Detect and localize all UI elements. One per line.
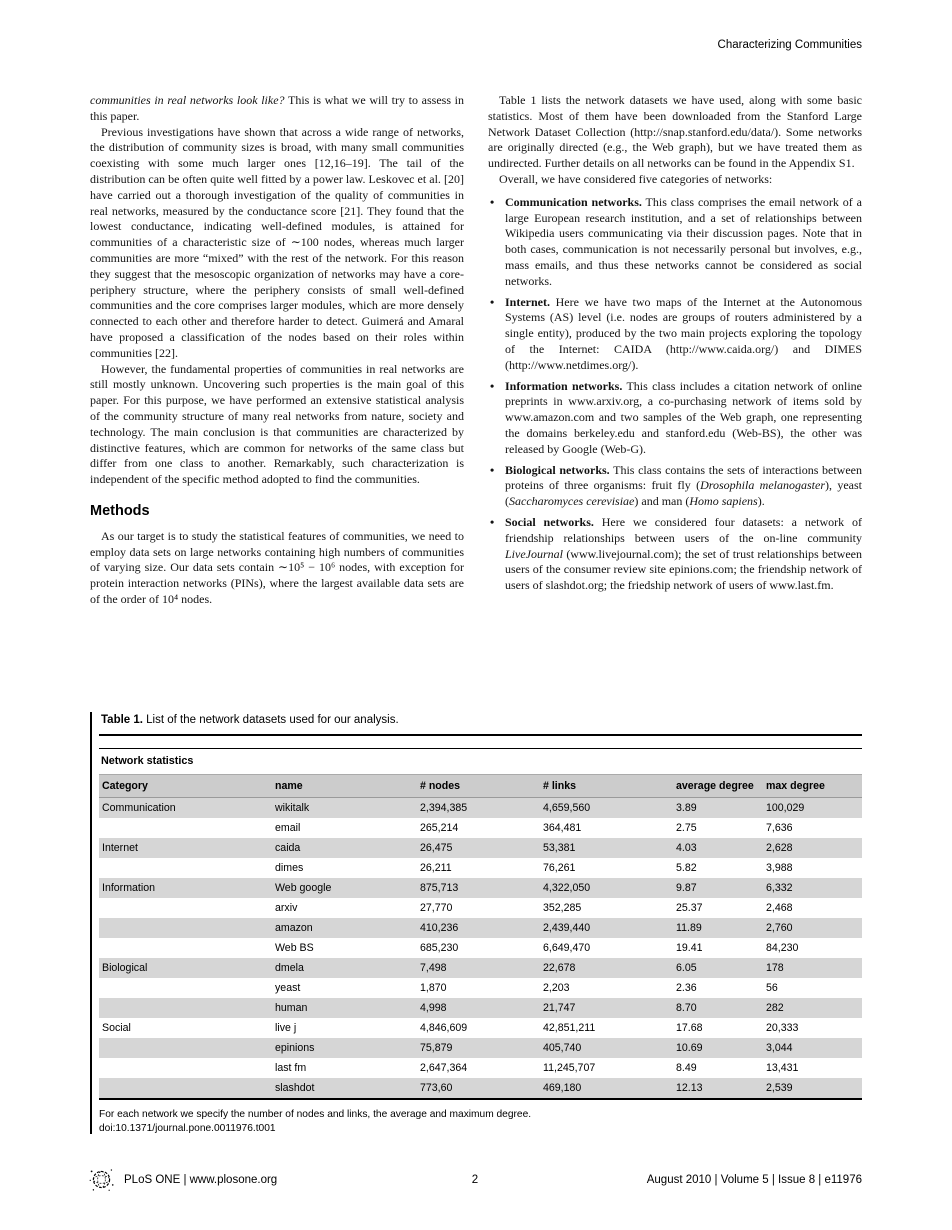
cell-average-degree: 4.03 (676, 842, 697, 854)
cell-nodes: 26,211 (420, 862, 452, 874)
cell-links: 11,245,707 (543, 1062, 596, 1074)
cell-average-degree: 17.68 (676, 1022, 703, 1034)
table-bottom-rule (99, 1098, 862, 1100)
cell-name: yeast (275, 982, 301, 994)
cell-name: wikitalk (275, 802, 310, 814)
cell-name: last fm (275, 1062, 307, 1074)
table-row (99, 1018, 862, 1038)
table-row (99, 838, 862, 858)
table-body (99, 798, 862, 1098)
paragraph: As our target is to study the statistical features of communities, we need to employ data sets on large networks containing high numbers of communities of varying size. Our data sets contain ∼10⁵ − 10⁶ nodes, with exception for protein interaction networks (PINs), where the largest available data sets are of the order of 10⁴ nodes. (90, 528, 464, 606)
cell-average-degree: 6.05 (676, 962, 697, 974)
table-header-cell: max degree (766, 780, 825, 792)
cell-max-degree: 13,431 (766, 1062, 799, 1074)
table-row (99, 818, 862, 838)
table-row (99, 998, 862, 1018)
cell-name: dimes (275, 862, 304, 874)
cell-average-degree: 2.36 (676, 982, 697, 994)
running-head: Characterizing Communities (717, 39, 862, 51)
left-column (90, 93, 464, 608)
cell-name: email (275, 822, 301, 834)
cell-average-degree: 25.37 (676, 902, 703, 914)
cell-nodes: 685,230 (420, 942, 459, 954)
paragraph: communities in real networks look like? This is what we will try to assess in this paper. (90, 93, 465, 123)
cell-nodes: 75,879 (420, 1042, 453, 1054)
cell-category (99, 1084, 272, 1092)
cell-nodes: 26,475 (420, 842, 453, 854)
cell-links: 364,481 (543, 822, 582, 834)
cell-max-degree: 6,332 (766, 882, 793, 894)
cell-links: 76,261 (543, 862, 576, 874)
cell-category (99, 904, 272, 912)
cell-average-degree: 8.70 (676, 1002, 697, 1014)
cell-name: human (275, 1002, 308, 1014)
cell-links: 4,659,560 (543, 802, 591, 814)
paragraph: Overall, we have considered five categories of networks: (499, 171, 773, 186)
paragraph: However, the fundamental properties of communities in real networks are still mostly unknown. Uncovering such properties is the main goal of this paper. For this purpose, we have performed an extensive statistical analysis of the community structure of many real networks from nature, society and technology. The main conclusion is that communities are characterized by distinctive features, which are common for networks of the same class but differ from one class to another. Remarkably, such characterization is independent of the specific method adopted to find the communities. (90, 361, 464, 487)
cell-max-degree: 178 (766, 962, 784, 974)
cell-name: epinions (275, 1042, 315, 1054)
cell-category: Communication (102, 802, 176, 814)
table-title-label: Table 1. (101, 714, 143, 726)
table-top-rule (99, 734, 862, 736)
cell-max-degree: 2,468 (766, 902, 793, 914)
footer-journal: PLoS ONE | www.plosone.org (124, 1174, 278, 1186)
table-doi: doi:10.1371/journal.pone.0011976.t001 (99, 1123, 276, 1134)
cell-category (99, 864, 272, 872)
cell-nodes: 2,394,385 (420, 802, 468, 814)
cell-average-degree: 12.13 (676, 1082, 703, 1094)
table-row (99, 878, 862, 898)
cell-category: Information (102, 882, 155, 894)
cell-nodes: 1,870 (420, 982, 447, 994)
bullet-item: • Biological networks. This class contains the sets of interactions between proteins of three organisms: fruit fly (Drosophila melanogaster), yeast (Saccharomyces cerevisiae) and man (Homo sapiens). (488, 463, 862, 510)
bullet-item: • Information networks. This class includes a citation network of online preprints in www.arxiv.org, a co-purchasing network of items sold by www.amazon.com and two samples of the Web graph, one representing the domains berkeley.edu and stanford.edu (Web-BS), the other was released by Google (Web-G). (488, 379, 862, 458)
cell-max-degree: 100,029 (766, 802, 805, 814)
cell-nodes: 265,214 (420, 822, 459, 834)
cell-category (99, 1064, 272, 1072)
cell-links: 6,649,470 (543, 942, 591, 954)
cell-name: live j (275, 1022, 297, 1034)
footer-page-number: 2 (471, 1174, 479, 1186)
cell-average-degree: 8.49 (676, 1062, 697, 1074)
cell-nodes: 773,60 (420, 1082, 453, 1094)
cell-category (99, 1044, 272, 1052)
cell-nodes: 410,236 (420, 922, 459, 934)
cell-category (99, 1004, 272, 1012)
right-column (488, 93, 862, 599)
table-footnote: For each network we specify the number of nodes and links, the average and maximum degree. (99, 1109, 532, 1120)
cell-average-degree: 5.82 (676, 862, 697, 874)
cell-name: dmela (275, 962, 304, 974)
table-header-cell: Category (102, 780, 148, 792)
cell-category (99, 924, 272, 932)
cell-category: Biological (102, 962, 148, 974)
cell-nodes: 4,846,609 (420, 1022, 468, 1034)
cell-links: 352,285 (543, 902, 582, 914)
paragraph: Previous investigations have shown that across a wide range of networks, the distribution of community sizes is broad, with many small communities coexisting with some much larger ones [12,16–19]. The tail of the distribution can be often quite well fitted by a power law. Leskovec et al. [20] have carried out a thorough investigation of the quality of communities in real networks, measured by the conductance score [21]. They found that the lowest conductance, indicating well-defined modules, is attained for communities of a characteristic size of ∼100 nodes, whereas much larger communities are more “mixed” with the rest of the network. For this reason they suggest that the mesoscopic organization of networks may have a core-periphery structure, where the periphery consists of small well-defined communities and the core comprises larger modules, which are more densely connected to each other and therefore harder to detect. Guimerá and Amaral have proposed a classification of the nodes based on their roles within communities [22]. (90, 124, 464, 360)
cell-average-degree: 19.41 (676, 942, 703, 954)
paragraph: Table 1 lists the network datasets we have used, along with some basic statistics. Most of them have been downloaded from the Stanford Large Network Dataset Collection (http://snap.stanford.edu/data/). Some networks are originally directed (e.g., the Web graph), but we have treated them as undirected. Further details on all networks can be found in the Appendix S1. (488, 93, 862, 171)
table-row (99, 918, 862, 938)
cell-max-degree: 20,333 (766, 1022, 799, 1034)
cell-average-degree: 2.75 (676, 822, 697, 834)
cell-max-degree: 7,636 (766, 822, 793, 834)
cell-links: 21,747 (543, 1002, 576, 1014)
footer-issue-info: August 2010 | Volume 5 | Issue 8 | e11976 (646, 1174, 862, 1186)
cell-name: Web BS (275, 942, 314, 954)
cell-name: Web google (275, 882, 332, 894)
table-1-block (90, 712, 862, 1134)
cell-links: 53,381 (543, 842, 576, 854)
cell-links: 2,203 (543, 982, 570, 994)
table-title (101, 714, 862, 726)
cell-name: slashdot (275, 1082, 315, 1094)
table-header-row (99, 774, 862, 798)
cell-max-degree: 56 (766, 982, 778, 994)
table-section-label: Network statistics (101, 755, 194, 767)
cell-category (99, 984, 272, 992)
table-title-text: List of the network datasets used for our analysis. (142, 714, 399, 726)
cell-max-degree: 282 (766, 1002, 784, 1014)
cell-max-degree: 2,628 (766, 842, 793, 854)
table-header-cell: # links (543, 780, 576, 792)
cell-nodes: 2,647,364 (420, 1062, 468, 1074)
table-header-cell: average degree (676, 780, 754, 792)
table-row (99, 1058, 862, 1078)
cell-category (99, 824, 272, 832)
bullet-item: • Internet. Here we have two maps of the Internet at the Autonomous Systems (AS) level (i.e. nodes are groups of routers administered by a single entity), produced by the two main projects exploring the topology of the Internet: CAIDA (http://www.caida.org/) and DIMES (http://www.netdimes.org/). (488, 295, 862, 374)
table-row (99, 1078, 862, 1098)
category-bullet-list (488, 195, 862, 594)
bullet-item: • Social networks. Here we considered four datasets: a network of friendship relationships between users of the on-line community LiveJournal (www.livejournal.com); the set of trust relationships between users of the consumer review site epinions.com; the friendship network of users of slashdot.org; the friedship network of users of www.last.fm. (488, 515, 862, 594)
cell-links: 469,180 (543, 1082, 582, 1094)
cell-name: caida (275, 842, 301, 854)
cell-nodes: 7,498 (420, 962, 447, 974)
table-row (99, 978, 862, 998)
cell-name: arxiv (275, 902, 298, 914)
table-header-cell: name (275, 780, 303, 792)
cell-links: 22,678 (543, 962, 576, 974)
cell-average-degree: 3.89 (676, 802, 697, 814)
methods-heading: Methods (90, 502, 150, 519)
cell-name: amazon (275, 922, 313, 934)
table-row (99, 958, 862, 978)
cell-links: 405,740 (543, 1042, 582, 1054)
cell-links: 4,322,050 (543, 882, 591, 894)
cell-category: Internet (102, 842, 138, 854)
cell-links: 42,851,211 (543, 1022, 596, 1034)
cell-nodes: 27,770 (420, 902, 453, 914)
table-row (99, 1038, 862, 1058)
cell-average-degree: 10.69 (676, 1042, 703, 1054)
cell-category (99, 944, 272, 952)
table-header-cell: # nodes (420, 780, 461, 792)
table-row (99, 938, 862, 958)
cell-max-degree: 2,760 (766, 922, 793, 934)
table-row (99, 898, 862, 918)
cell-max-degree: 3,044 (766, 1042, 793, 1054)
table-row (99, 858, 862, 878)
cell-nodes: 4,998 (420, 1002, 447, 1014)
cell-max-degree: 3,988 (766, 862, 793, 874)
cell-average-degree: 9.87 (676, 882, 697, 894)
cell-average-degree: 11.89 (676, 922, 702, 934)
cell-links: 2,439,440 (543, 922, 591, 934)
cell-category: Social (102, 1022, 131, 1034)
bullet-item: • Communication networks. This class comprises the email network of a large European research institution, and a set of relationships between Wikipedia users communicating via their discussion pages. Note that in both cases, communication is not necessarily personal but involves, e.g., mass emails, and thus these networks cannot be considered as social networks. (488, 195, 862, 290)
cell-nodes: 875,713 (420, 882, 459, 894)
table-row (99, 798, 862, 818)
page-footer (88, 1166, 862, 1196)
cell-max-degree: 84,230 (766, 942, 799, 954)
cell-max-degree: 2,539 (766, 1082, 793, 1094)
